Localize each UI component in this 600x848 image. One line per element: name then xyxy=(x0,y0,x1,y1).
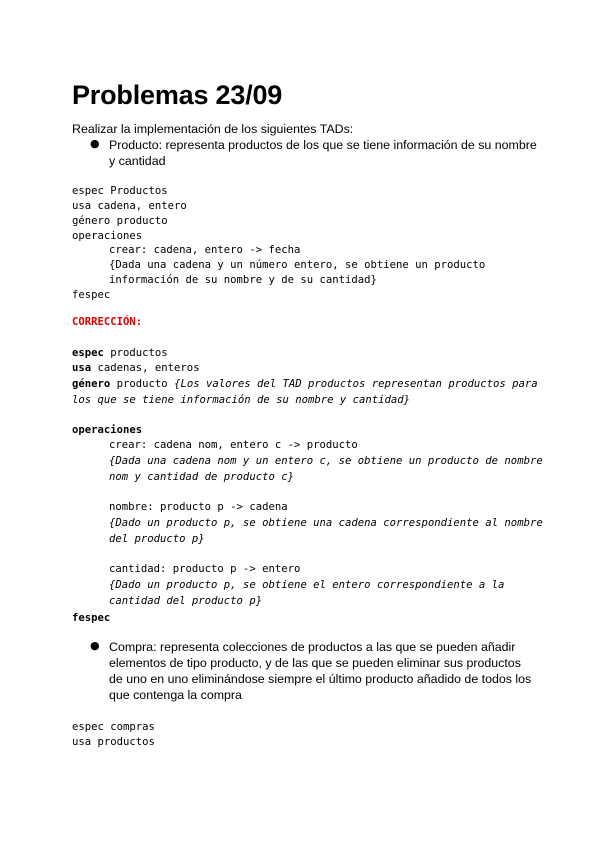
op-cantidad-signature: cantidad: producto p -> entero xyxy=(109,563,301,575)
intro-text: Realizar la implementación de los siguientes TADs: xyxy=(72,122,354,136)
op-cantidad-comment: cantidad del producto p} xyxy=(109,595,263,607)
bullet-icon: ● xyxy=(90,639,100,652)
correction-espec-line: espec productos xyxy=(72,347,168,359)
op-crear-comment: nom y cantidad de producto c} xyxy=(109,471,294,483)
spec1-line: información de su nombre y de su cantidad} xyxy=(109,274,377,286)
spec2-line: usa productos xyxy=(72,736,155,748)
bullet-producto-line1: Producto: representa productos de los que se tiene información de su nombre xyxy=(109,138,537,152)
op-crear-signature: crear: cadena nom, entero c -> producto xyxy=(109,439,358,451)
page-title: Problemas 23/09 xyxy=(72,80,283,110)
correction-fespec: fespec xyxy=(72,612,111,624)
op-nombre-comment: {Dado un producto p, se obtiene una cadena correspondiente al nombre xyxy=(109,517,543,529)
bullet-compra-line: que contenga la compra xyxy=(109,688,242,702)
correction-operaciones: operaciones xyxy=(72,424,143,436)
bullet-compra-line: Compra: representa colecciones de productos a las que se pueden añadir xyxy=(109,640,516,654)
op-nombre-comment: del producto p} xyxy=(109,533,205,545)
bullet-compra-line: de uno en uno eliminándose siempre el último producto añadido de todos los xyxy=(109,672,532,686)
spec1-line: crear: cadena, entero -> fecha xyxy=(109,244,301,256)
spec2-line: espec compras xyxy=(72,721,155,733)
spec1-line: {Dada una cadena y un número entero, se obtiene un producto xyxy=(109,259,486,271)
correction-genero-line: género producto {Los valores del TAD productos representan productos para xyxy=(72,378,538,390)
spec1-line: operaciones xyxy=(72,230,143,242)
op-crear-comment: {Dada una cadena nom y un entero c, se obtiene un producto de nombre xyxy=(109,455,543,467)
correction-label: CORRECCIÓN: xyxy=(72,316,143,328)
correction-usa-line: usa cadenas, enteros xyxy=(72,362,200,374)
bullet-compra-line: elementos de tipo producto, y de las que se pueden eliminar sus productos xyxy=(109,656,521,670)
bullet-icon: ● xyxy=(90,137,100,150)
spec1-line: género producto xyxy=(72,215,168,227)
bullet-producto-line2: y cantidad xyxy=(109,154,166,168)
spec1-line: fespec xyxy=(72,289,111,301)
op-nombre-signature: nombre: producto p -> cadena xyxy=(109,501,288,513)
spec1-line: espec Productos xyxy=(72,185,168,197)
op-cantidad-comment: {Dado un producto p, se obtiene el entero correspondiente a la xyxy=(109,579,505,591)
correction-genero-comment: los que se tiene información de su nombre y cantidad} xyxy=(72,394,411,406)
spec1-line: usa cadena, entero xyxy=(72,200,187,212)
